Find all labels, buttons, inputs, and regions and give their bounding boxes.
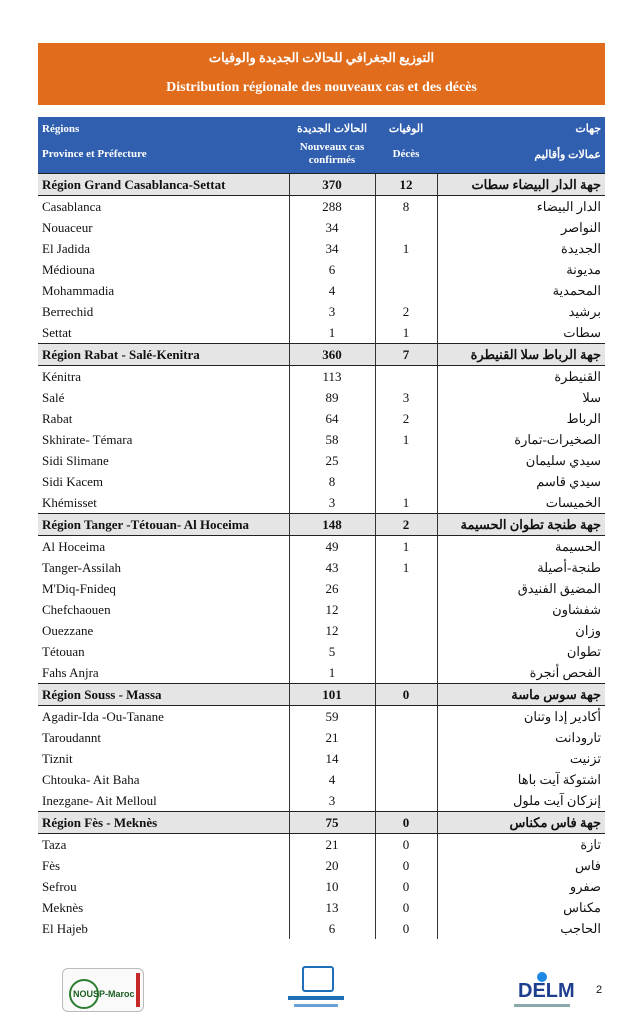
province-deaths: 1: [375, 238, 437, 259]
province-deaths: [375, 471, 437, 492]
province-name-ar: فاس: [437, 855, 605, 876]
province-cases: 1: [289, 662, 375, 684]
province-deaths: [375, 217, 437, 238]
header-deaths-ar: الوفيات: [375, 117, 437, 135]
province-deaths: [375, 259, 437, 280]
province-name: Chtouka- Ait Baha: [42, 771, 140, 787]
province-name-ar: المضيق الفنيدق: [437, 578, 605, 599]
province-deaths: 2: [375, 301, 437, 322]
province-cases: 10: [289, 876, 375, 897]
province-name: Fès: [42, 857, 61, 873]
province-deaths: 0: [375, 897, 437, 918]
province-name-ar: صفرو: [437, 876, 605, 897]
province-cases: 5: [289, 641, 375, 662]
province-name-ar: وزان: [437, 620, 605, 641]
province-cases: 12: [289, 599, 375, 620]
province-cases: 6: [289, 918, 375, 939]
province-cases: 1: [289, 322, 375, 344]
province-deaths: [375, 641, 437, 662]
header-regions: Régions: [38, 117, 289, 135]
region-deaths: 12: [375, 174, 437, 196]
table-row: [38, 578, 605, 599]
province-name: Khémisset: [42, 494, 97, 510]
region-name-ar: جهة الرباط سلا القنيطرة: [437, 344, 605, 366]
table-row: [38, 280, 605, 301]
table-body: [38, 174, 605, 940]
page-number: 2: [596, 984, 603, 996]
header-new-cases-fr: Nouveaux cas confirmés: [289, 135, 375, 174]
province-name-ar: القنيطرة: [437, 366, 605, 388]
province-name: Ouezzane: [42, 622, 94, 638]
region-name-ar: جهة طنجة تطوان الحسيمة: [437, 514, 605, 536]
province-name: Taza: [42, 836, 67, 852]
arabic-title: التوزيع الجغرافي للحالات الجديدة والوفيات: [208, 50, 435, 65]
province-cases: 3: [289, 492, 375, 514]
province-name: Tanger-Assilah: [42, 559, 121, 575]
province-deaths: 0: [375, 876, 437, 897]
region-row: [38, 684, 605, 706]
french-title: Distribution régionale des nouveaux cas et des décès: [166, 80, 477, 95]
header-deaths-fr: Décès: [375, 135, 437, 174]
province-name: Mohammadia: [42, 282, 115, 298]
province-deaths: 8: [375, 196, 437, 218]
province-name: El Jadida: [42, 240, 91, 256]
region-name-ar: جهة الدار البيضاء سطات: [437, 174, 605, 196]
province-name: Nouaceur: [42, 219, 93, 235]
province-name-ar: سلا: [437, 387, 605, 408]
province-cases: 13: [289, 897, 375, 918]
province-cases: 49: [289, 536, 375, 558]
province-name-ar: شفشاون: [437, 599, 605, 620]
province-name-ar: الجديدة: [437, 238, 605, 259]
province-cases: 6: [289, 259, 375, 280]
province-name-ar: سيدي سليمان: [437, 450, 605, 471]
table-row: [38, 238, 605, 259]
table-row: [38, 217, 605, 238]
province-deaths: [375, 450, 437, 471]
province-name: Chefchaouen: [42, 601, 111, 617]
province-cases: 89: [289, 387, 375, 408]
province-name-ar: مكناس: [437, 897, 605, 918]
province-name: El Hajeb: [42, 920, 88, 936]
province-cases: 34: [289, 217, 375, 238]
province-name: Al Hoceima: [42, 538, 106, 554]
province-deaths: 1: [375, 492, 437, 514]
table-row: [38, 706, 605, 728]
province-cases: 20: [289, 855, 375, 876]
table-row: [38, 662, 605, 684]
table-row: [38, 429, 605, 450]
province-name-ar: اشتوكة آيت باها: [437, 769, 605, 790]
province-name: Fahs Anjra: [42, 664, 99, 680]
province-name: Tiznit: [42, 750, 73, 766]
header-regions-ar: جهات: [437, 117, 605, 135]
table-row: [38, 557, 605, 578]
province-cases: 43: [289, 557, 375, 578]
province-deaths: 2: [375, 408, 437, 429]
province-name: Casablanca: [42, 198, 102, 214]
province-deaths: [375, 790, 437, 812]
nousp-bar-icon: [136, 973, 140, 1007]
province-deaths: [375, 769, 437, 790]
province-cases: 4: [289, 769, 375, 790]
region-name-ar: جهة فاس مكناس: [437, 812, 605, 834]
region-name: Région Grand Casablanca-Settat: [38, 174, 289, 196]
ministry-logo: [288, 966, 344, 1014]
province-deaths: 3: [375, 387, 437, 408]
distribution-table: [38, 117, 605, 939]
region-name: Région Rabat - Salé-Kenitra: [38, 344, 289, 366]
ministry-line-icon: [288, 996, 344, 1000]
region-cases: 75: [289, 812, 375, 834]
region-row: [38, 514, 605, 536]
province-cases: 288: [289, 196, 375, 218]
region-row: [38, 344, 605, 366]
table-row: [38, 641, 605, 662]
province-name-ar: تازة: [437, 834, 605, 856]
province-cases: 21: [289, 727, 375, 748]
ministry-emblem-icon: [302, 966, 334, 992]
table-row: [38, 790, 605, 812]
header-new-cases-ar: الحالات الجديدة: [289, 117, 375, 135]
table-row: [38, 620, 605, 641]
province-name: Sidi Kacem: [42, 473, 104, 489]
region-deaths: 0: [375, 812, 437, 834]
province-name-ar: إنزكان آيت ملول: [437, 790, 605, 812]
table-row: [38, 366, 605, 388]
province-cases: 12: [289, 620, 375, 641]
province-cases: 26: [289, 578, 375, 599]
table-row: [38, 408, 605, 429]
province-cases: 3: [289, 790, 375, 812]
province-deaths: 1: [375, 322, 437, 344]
province-name: Taroudannt: [42, 729, 102, 745]
province-name-ar: الحسيمة: [437, 536, 605, 558]
province-name-ar: الفحص أنجرة: [437, 662, 605, 684]
delm-logo-text: DELM: [518, 980, 575, 1002]
province-cases: 113: [289, 366, 375, 388]
province-deaths: [375, 599, 437, 620]
province-deaths: [375, 662, 437, 684]
province-name-ar: الصخيرات-تمارة: [437, 429, 605, 450]
province-name-ar: تزنيت: [437, 748, 605, 769]
province-name-ar: الحاجب: [437, 918, 605, 939]
table-row: [38, 301, 605, 322]
province-deaths: [375, 620, 437, 641]
province-name-ar: طنجة-أصيلة: [437, 557, 605, 578]
province-name: Sefrou: [42, 878, 77, 894]
region-cases: 101: [289, 684, 375, 706]
province-name: Skhirate- Témara: [42, 431, 133, 447]
table-row: [38, 471, 605, 492]
province-name: Sidi Slimane: [42, 452, 109, 468]
header-row-bottom: [38, 135, 605, 174]
province-name: Kénitra: [42, 368, 81, 384]
header-province: Province et Préfecture: [38, 135, 289, 174]
province-name: Rabat: [42, 410, 73, 426]
province-cases: 4: [289, 280, 375, 301]
table-row: [38, 897, 605, 918]
delm-subline-icon: [514, 1004, 570, 1007]
province-deaths: 0: [375, 834, 437, 856]
province-cases: 8: [289, 471, 375, 492]
nousp-logo-text: NOUSP-Maroc: [73, 989, 135, 999]
province-deaths: [375, 280, 437, 301]
province-name: Médiouna: [42, 261, 95, 277]
region-name: Région Tanger -Tétouan- Al Hoceima: [38, 514, 289, 536]
province-deaths: [375, 727, 437, 748]
province-name-ar: برشيد: [437, 301, 605, 322]
province-name: Meknès: [42, 899, 84, 915]
province-name: Berrechid: [42, 303, 94, 319]
table-row: [38, 599, 605, 620]
province-name-ar: الدار البيضاء: [437, 196, 605, 218]
province-name-ar: الرباط: [437, 408, 605, 429]
province-name: Tétouan: [42, 643, 85, 659]
footer: [0, 962, 643, 1024]
province-deaths: [375, 366, 437, 388]
province-name-ar: الخميسات: [437, 492, 605, 514]
ministry-subline-icon: [294, 1004, 338, 1007]
province-name: Agadir-Ida -Ou-Tanane: [42, 708, 164, 724]
nousp-logo: [62, 968, 144, 1012]
header-row-top: [38, 117, 605, 135]
province-cases: 25: [289, 450, 375, 471]
region-name: Région Fès - Meknès: [38, 812, 289, 834]
province-name: Salé: [42, 389, 65, 405]
province-cases: 3: [289, 301, 375, 322]
province-cases: 34: [289, 238, 375, 259]
province-cases: 59: [289, 706, 375, 728]
region-deaths: 2: [375, 514, 437, 536]
province-deaths: [375, 748, 437, 769]
region-row: [38, 174, 605, 196]
region-deaths: 0: [375, 684, 437, 706]
table-row: [38, 727, 605, 748]
table-row: [38, 450, 605, 471]
province-deaths: 1: [375, 429, 437, 450]
header-province-ar: عمالات وأقاليم: [437, 135, 605, 174]
province-cases: 58: [289, 429, 375, 450]
province-name-ar: المحمدية: [437, 280, 605, 301]
region-deaths: 7: [375, 344, 437, 366]
table-row: [38, 322, 605, 344]
region-cases: 148: [289, 514, 375, 536]
province-name-ar: سطات: [437, 322, 605, 344]
region-name: Région Souss - Massa: [38, 684, 289, 706]
table-row: [38, 259, 605, 280]
title-banner: [38, 43, 605, 105]
region-cases: 360: [289, 344, 375, 366]
province-cases: 14: [289, 748, 375, 769]
table-row: [38, 196, 605, 218]
province-name-ar: مديونة: [437, 259, 605, 280]
region-row: [38, 812, 605, 834]
province-name-ar: تطوان: [437, 641, 605, 662]
table-row: [38, 769, 605, 790]
province-deaths: [375, 578, 437, 599]
province-deaths: 1: [375, 557, 437, 578]
region-name-ar: جهة سوس ماسة: [437, 684, 605, 706]
table-row: [38, 918, 605, 939]
region-cases: 370: [289, 174, 375, 196]
province-deaths: 0: [375, 918, 437, 939]
table-row: [38, 748, 605, 769]
province-name-ar: النواصر: [437, 217, 605, 238]
province-name: Settat: [42, 324, 72, 340]
table-row: [38, 834, 605, 856]
province-cases: 21: [289, 834, 375, 856]
province-name-ar: تارودانت: [437, 727, 605, 748]
province-deaths: [375, 706, 437, 728]
delm-logo: [512, 966, 575, 1014]
table-row: [38, 536, 605, 558]
table-row: [38, 492, 605, 514]
province-deaths: 1: [375, 536, 437, 558]
province-name-ar: سيدي قاسم: [437, 471, 605, 492]
province-name: M'Diq-Fnideq: [42, 580, 116, 596]
province-name-ar: أكادير إدا وتنان: [437, 706, 605, 728]
table-row: [38, 855, 605, 876]
province-cases: 64: [289, 408, 375, 429]
province-deaths: 0: [375, 855, 437, 876]
province-name: Inezgane- Ait Melloul: [42, 792, 157, 808]
table-row: [38, 387, 605, 408]
table-row: [38, 876, 605, 897]
